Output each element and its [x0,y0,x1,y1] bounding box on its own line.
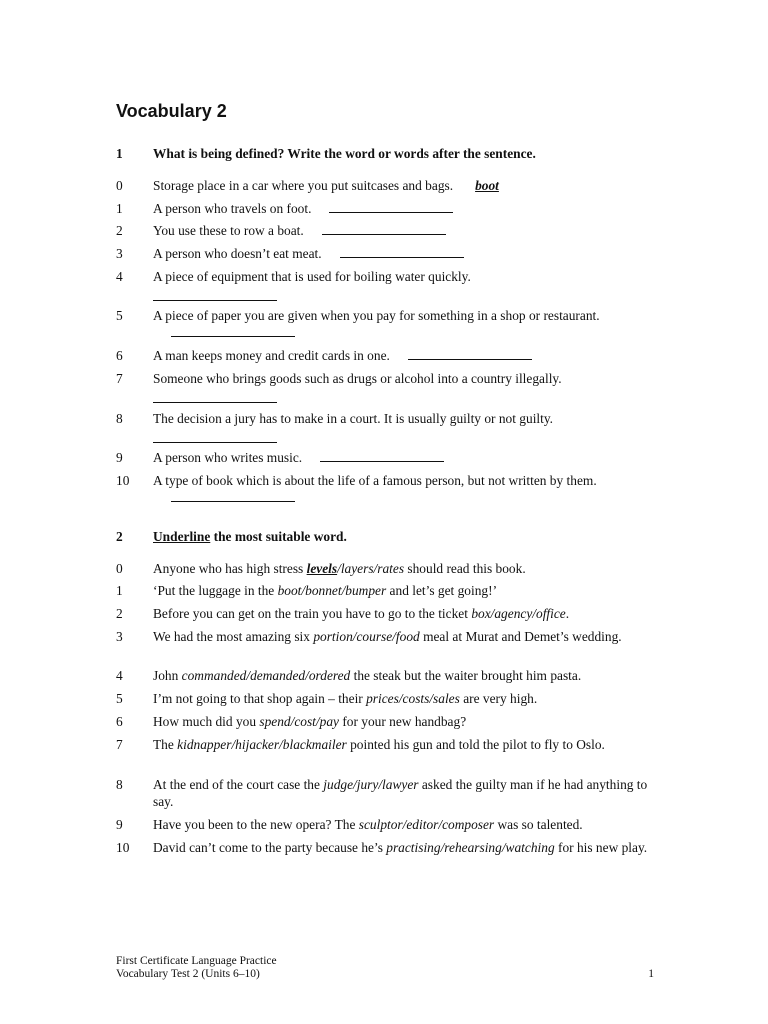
answer-blank[interactable] [153,433,277,443]
page-number: 1 [648,968,654,980]
word-options[interactable]: commanded/demanded/ordered [181,668,351,683]
sentence-before: Have you been to the new opera? The [153,817,359,832]
item-number: 2 [116,606,123,621]
sentence-after: was so talented. [494,817,583,832]
answer-blank[interactable] [153,393,277,403]
answer-blank[interactable] [329,200,453,213]
example-answer: levels [306,561,338,576]
item-number: 10 [116,473,130,488]
sentence-after: for your new handbag? [338,714,467,729]
section-number: 2 [116,529,123,544]
answer-blank[interactable] [171,324,295,337]
item-number: 2 [116,223,123,238]
example-answer: boot [475,178,499,193]
item-number: 0 [116,561,123,576]
item-number: 3 [116,629,123,644]
sentence-after: for his new play. [554,840,648,855]
word-options[interactable]: prices/costs/sales [366,691,460,706]
answer-blank[interactable] [322,222,446,235]
item-number: 8 [116,777,123,792]
item-text: A person who travels on foot. [153,201,312,216]
item-number: 8 [116,411,123,426]
footer-book-title: First Certificate Language Practice [116,955,277,967]
item-text: A piece of equipment that is used for boiling water quickly. [153,269,471,284]
sentence-after: and let’s get going!’ [386,583,498,598]
item-number: 1 [116,583,123,598]
page-title: Vocabulary 2 [116,101,227,121]
item-number: 5 [116,308,123,323]
item-number: 1 [116,201,123,216]
answer-blank[interactable] [153,291,277,301]
item-number: 5 [116,691,123,706]
section-instruction: the most suitable word. [210,529,347,544]
sentence-after: the steak but the waiter brought him pasta. [350,668,582,683]
answer-blank[interactable] [340,245,464,258]
sentence-before: We had the most amazing six [153,629,314,644]
sentence-before: How much did you [153,714,260,729]
sentence-before: ‘Put the luggage in the [153,583,278,598]
item-number: 9 [116,817,123,832]
item-number: 4 [116,269,123,284]
word-options[interactable]: /layers/rates [337,561,405,576]
item-number: 10 [116,840,130,855]
footer-test-title: Vocabulary Test 2 (Units 6–10) [116,968,260,980]
item-number: 7 [116,371,123,386]
item-text: You use these to row a boat. [153,223,304,238]
page-footer [116,955,654,981]
answer-blank[interactable] [320,449,444,462]
sentence-before: The [153,737,178,752]
instruction-underlined: Underline [153,529,211,544]
word-options[interactable]: portion/course/food [313,629,420,644]
section-instruction: What is being defined? Write the word or words after the sentence. [153,146,536,161]
sentence-after: pointed his gun and told the pilot to fly to Oslo. [346,737,605,752]
item-number: 7 [116,737,123,752]
item-text: A person who doesn’t eat meat. [153,246,322,261]
sentence-after: should read this book. [404,561,526,576]
item-number: 3 [116,246,123,261]
item-text: The decision a jury has to make in a court. It is usually guilty or not guilty. [153,411,554,426]
item-number: 6 [116,348,123,363]
sentence-before: David can’t come to the party because he’s [153,840,387,855]
sentence-after: are very high. [459,691,538,706]
word-options[interactable]: kidnapper/hijacker/blackmailer [177,737,347,752]
sentence-before: John [153,668,182,683]
item-number: 0 [116,178,123,193]
item-number: 4 [116,668,123,683]
item-text: A man keeps money and credit cards in one. [153,348,390,363]
sentence-after: asked the guilty man if he had anything to say. [153,777,648,809]
sentence-before: I’m not going to that shop again – their [153,691,367,706]
item-text: A type of book which is about the life of a famous person, but not written by them. [153,473,597,488]
sentence-before: Anyone who has high stress [153,561,307,576]
item-text: Storage place in a car where you put suitcases and bags. [153,178,454,193]
sentence-before: Before you can get on the train you have to go to the ticket [153,606,472,621]
item-text: Someone who brings goods such as drugs or alcohol into a country illegally. [153,371,562,386]
word-options[interactable]: judge/jury/lawyer [323,777,419,792]
sentence-after: . [565,606,570,621]
section-number: 1 [116,146,123,161]
answer-blank[interactable] [171,489,295,502]
item-number: 9 [116,450,123,465]
item-number: 6 [116,714,123,729]
item-text: A person who writes music. [153,450,303,465]
word-options[interactable]: spend/cost/pay [259,714,339,729]
word-options[interactable]: boot/bonnet/bumper [277,583,387,598]
word-options[interactable]: sculptor/editor/composer [358,817,495,832]
sentence-before: At the end of the court case the [153,777,324,792]
item-text: A piece of paper you are given when you pay for something in a shop or restaurant. [153,308,600,323]
sentence-after: meal at Murat and Demet’s wedding. [419,629,622,644]
answer-blank[interactable] [408,347,532,360]
word-options[interactable]: practising/rehearsing/watching [386,840,555,855]
word-options[interactable]: box/agency/office [471,606,566,621]
